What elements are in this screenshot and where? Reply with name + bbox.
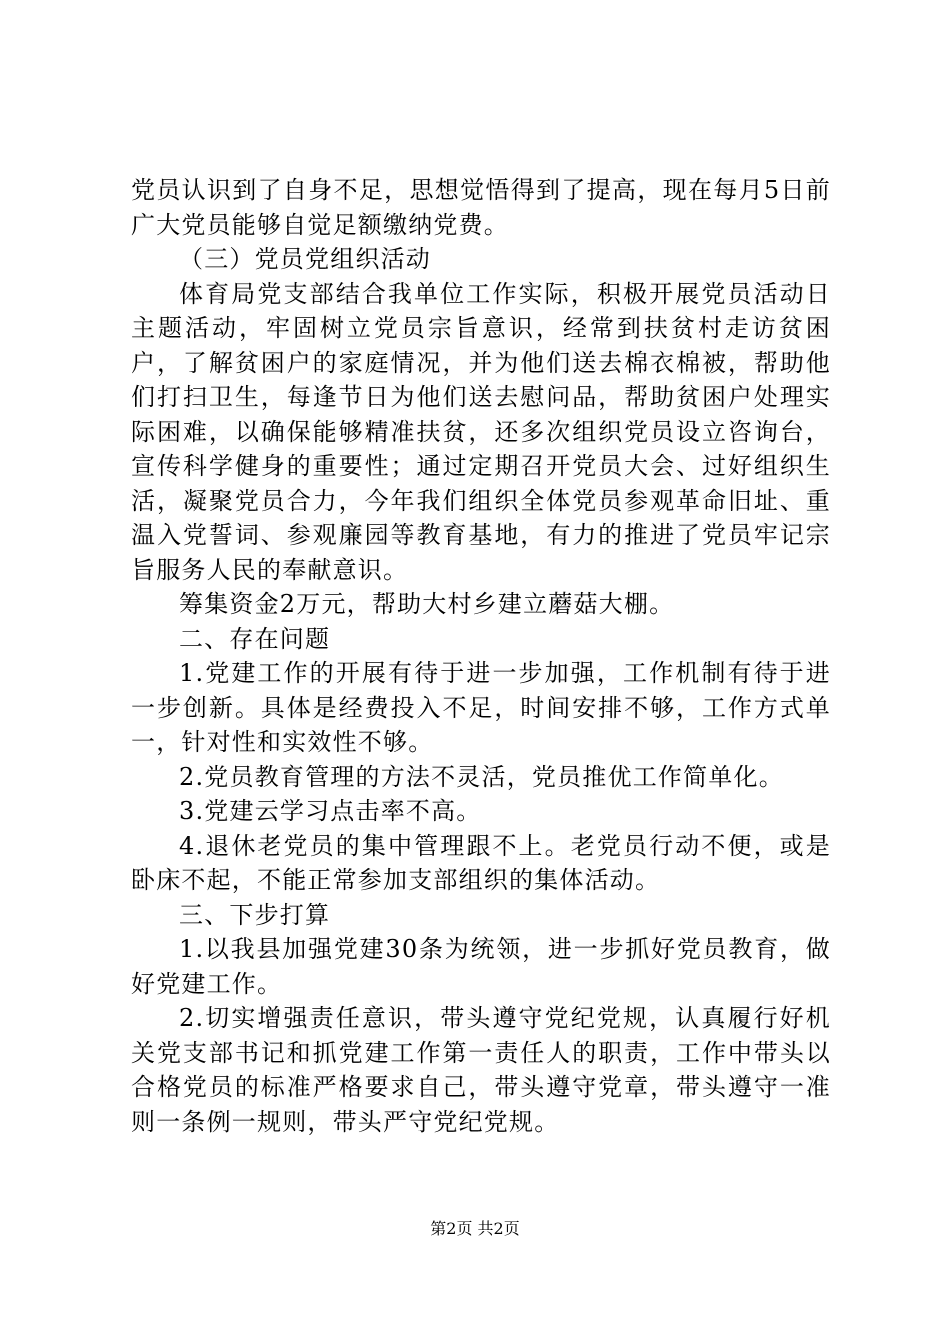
problem-item-2: 2.党员教育管理的方法不灵活，党员推优工作简单化。 (179, 762, 784, 791)
problem-item-3: 3.党建云学习点击率不高。 (179, 797, 482, 825)
plan-item-1: 1.以我县加强党建30条为统领，进一步抓好党员教育，做好党建工作。 (131, 935, 831, 998)
paragraph-activities-detail: 体育局党支部结合我单位工作实际，积极开展党员活动日主题活动，牢固树立党员宗旨意识，经常到扶贫村走访贫困户，了解贫困户的家庭情况，并为他们送去棉衣棉被，帮助他们打扫卫生，每逢节日为他们送去慰问品，帮助贫困户处理实际困难，以确保能够精准扶贫，还多次组织党员设立咨询台，宣传科学健身的重要性；通过定期召开党员大会、过好组织生活，凝聚党员合力，今年我们组织全体党员参观革命旧址、重温入党誓词、参观廉园等教育基地，有力的推进了党员牢记宗旨服务人民的奉献意识。 (131, 279, 831, 584)
problem-item-4: 4.退休老党员的集中管理跟不上。老党员行动不便，或是卧床不起，不能正常参加支部组织的集体活动。 (131, 831, 831, 894)
document-body (131, 173, 831, 1139)
plan-item-2: 2.切实增强责任意识，带头遵守党纪党规，认真履行好机关党支部书记和抓党建工作第一责任人的职责，工作中带头以合格党员的标准严格要求自己，带头遵守党章，带头遵守一准则一条例一规则，带头严守党纪党规。 (131, 1004, 831, 1136)
paragraph-mushroom-funding: 筹集资金2万元，帮助大村乡建立蘑菇大棚。 (179, 590, 675, 618)
page-number-label: 第2页 共2页 (430, 1219, 520, 1238)
page-footer (0, 1218, 950, 1240)
section-heading-next-steps: 三、下步打算 (179, 900, 331, 929)
problem-item-1: 1.党建工作的开展有待于进一步加强，工作机制有待于进一步创新。具体是经费投入不足，时间安排不够，工作方式单一，针对性和实效性不够。 (131, 659, 831, 756)
paragraph-dues-awareness: 党员认识到了自身不足，思想觉悟得到了提高，现在每月5日前广大党员能够自觉足额缴纳党费。 (131, 176, 831, 239)
section-heading-party-activities: （三）党员党组织活动 (179, 245, 431, 273)
section-heading-problems: 二、存在问题 (179, 624, 331, 653)
